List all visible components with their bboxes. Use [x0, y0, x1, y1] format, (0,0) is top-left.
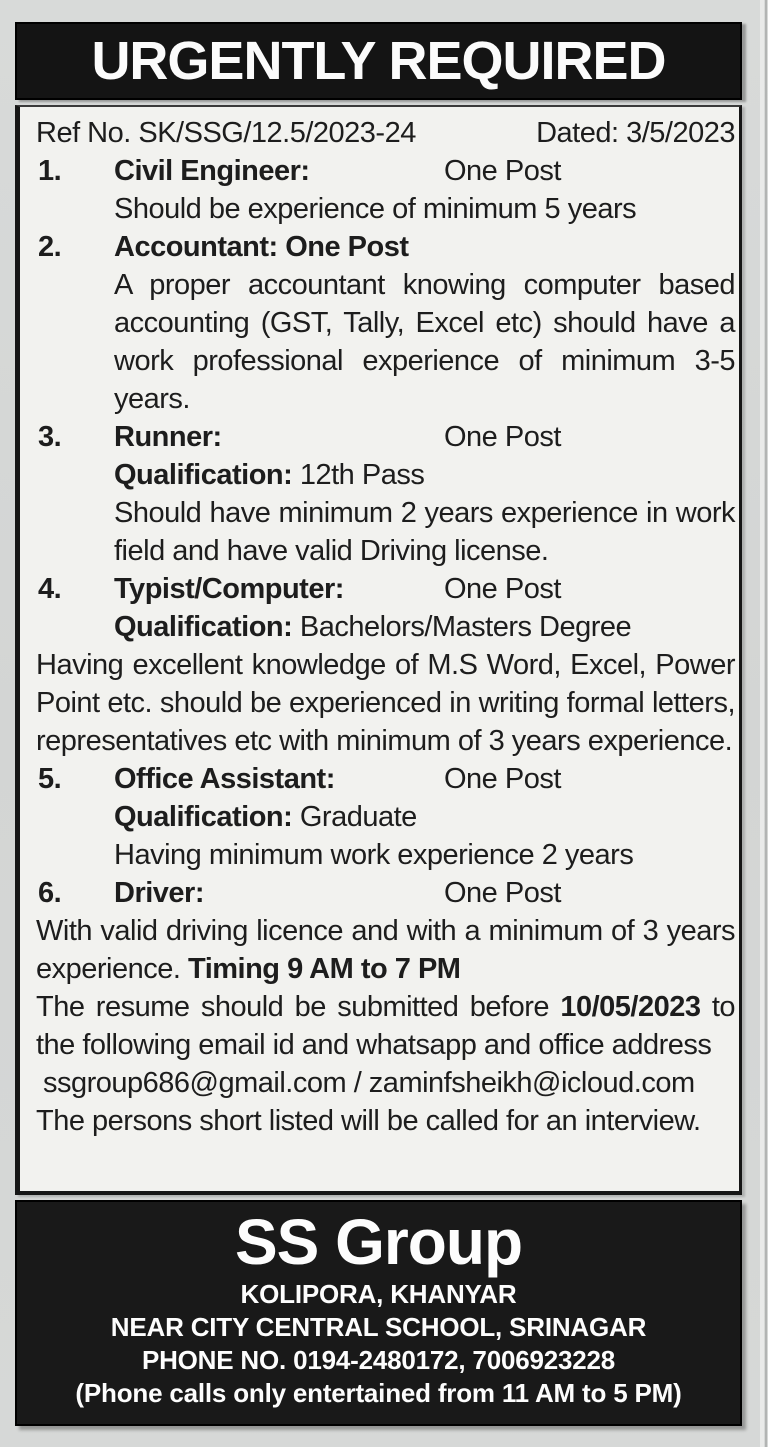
phone-hours-note: (Phone calls only entertained from 11 AM to 5 PM)	[75, 1378, 682, 1408]
item-posts: One Post	[444, 421, 561, 453]
qualification-line	[36, 456, 735, 494]
qualification-value: 12th Pass	[299, 459, 425, 491]
item-number: 5.	[38, 763, 62, 795]
job-advertisement	[15, 22, 742, 1426]
item-title: Driver:	[114, 877, 204, 909]
item-posts: One Post	[444, 155, 561, 187]
company-locality: KOLIPORA, KHANYAR	[240, 1279, 517, 1309]
item-description: Should be experience of minimum 5 years	[114, 193, 637, 225]
reference-row	[36, 114, 735, 152]
item-title: Civil Engineer:	[114, 155, 310, 187]
job-item-typist-computer	[36, 570, 735, 760]
shortlist-note: The persons short listed will be called for an interview.	[36, 1105, 701, 1137]
item-title: Runner:	[114, 421, 222, 453]
job-item-office-assistant	[36, 760, 735, 874]
company-address: NEAR CITY CENTRAL SCHOOL, SRINAGAR	[110, 1312, 647, 1342]
company-name: SS Group	[234, 1206, 523, 1278]
qualification-label: Qualification:	[114, 459, 293, 491]
item-head	[36, 874, 735, 912]
dated: Dated: 3/5/2023	[536, 117, 735, 149]
qualification-value: Graduate	[299, 801, 417, 833]
item-description	[36, 912, 735, 988]
item-head	[36, 418, 735, 456]
item-posts: One Post	[444, 763, 561, 795]
item-number: 6.	[38, 877, 62, 909]
job-item-driver	[36, 874, 735, 988]
job-item-runner	[36, 418, 735, 570]
item-title: Accountant: One Post	[114, 231, 409, 263]
submission-text-before: The resume should be submitted before	[36, 991, 561, 1023]
item-description: Should have minimum 2 years experience in work field and have valid Driving license.	[114, 497, 735, 567]
item-description: Having minimum work experience 2 years	[114, 839, 634, 871]
item-title: Office Assistant:	[114, 763, 335, 795]
item-posts: One Post	[444, 573, 561, 605]
item-head	[36, 570, 735, 608]
item-head	[36, 152, 735, 190]
item-posts: One Post	[444, 877, 561, 909]
ad-footer	[15, 1200, 742, 1426]
item-description: Having excellent knowledge of M.S Word, Excel, Power Point etc. should be experienced in writing formal letters, representatives etc with minimum of 3 years experience.	[36, 649, 735, 757]
item-head	[36, 760, 735, 798]
ad-title: URGENTLY REQUIRED	[91, 31, 666, 91]
timing-note: Timing 9 AM to 7 PM	[188, 953, 461, 985]
qualification-label: Qualification:	[114, 801, 293, 833]
qualification-line	[36, 798, 735, 836]
item-number: 1.	[38, 155, 62, 187]
submission-text-after: to the following email id and whatsapp and office address	[36, 991, 735, 1061]
job-item-civil-engineer	[36, 152, 735, 228]
ref-number: Ref No. SK/SSG/12.5/2023-24	[36, 117, 416, 149]
qualification-line	[36, 608, 735, 646]
submission-instructions	[36, 988, 735, 1064]
item-title: Typist/Computer:	[114, 573, 344, 605]
item-head	[36, 228, 735, 266]
qualification-value: Bachelors/Masters Degree	[299, 611, 632, 643]
column-rule	[765, 0, 767, 1447]
column-rule-highlight	[760, 0, 764, 1447]
item-description: A proper accountant knowing computer based accounting (GST, Tally, Excel etc) should have a work professional experience of minimum 3-5 years.	[114, 269, 735, 415]
driver-description: With valid driving licence and with a minimum of 3 years experience.	[36, 915, 735, 985]
company-phone: PHONE NO. 0194-2480172, 7006923228	[141, 1345, 616, 1375]
job-item-accountant	[36, 228, 735, 418]
ad-header-bar	[15, 22, 742, 100]
qualification-label: Qualification:	[114, 611, 293, 643]
item-number: 2.	[38, 231, 62, 263]
submission-deadline: 10/05/2023	[560, 991, 701, 1023]
item-number: 3.	[38, 421, 62, 453]
ad-body	[15, 105, 742, 1195]
contact-emails: ssgroup686@gmail.com / zaminfsheikh@icloud.com	[43, 1067, 695, 1099]
item-number: 4.	[38, 573, 62, 605]
